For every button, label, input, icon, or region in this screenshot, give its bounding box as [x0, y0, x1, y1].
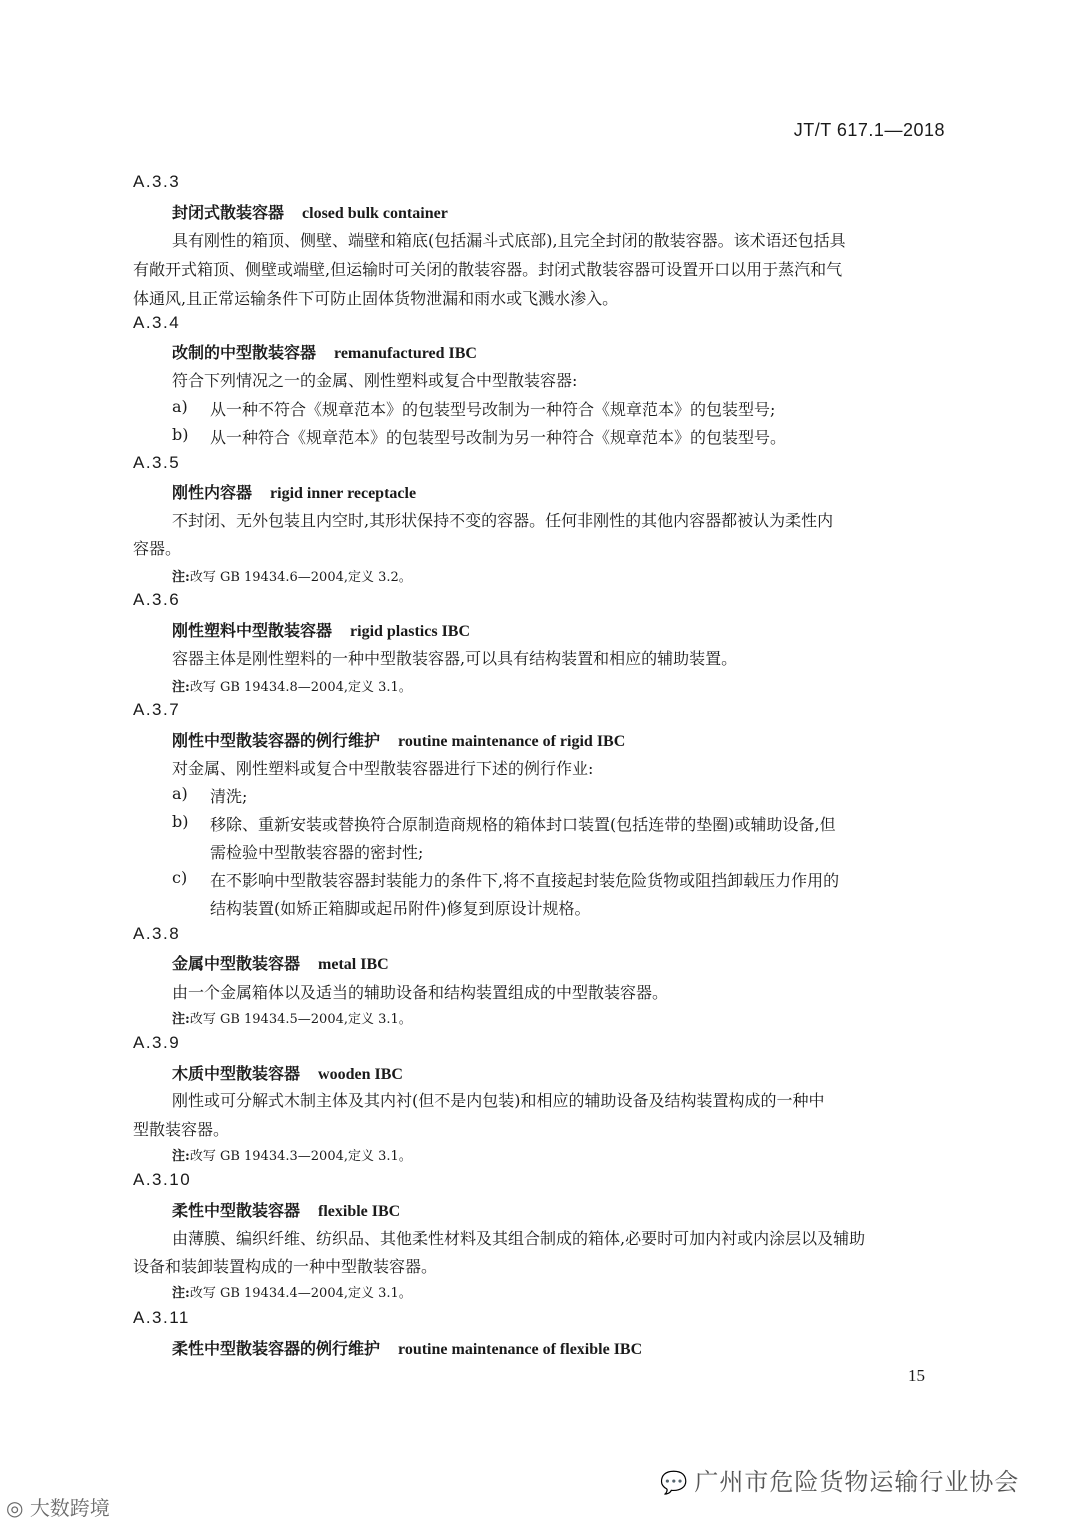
- section-number: A.3.9: [133, 1033, 181, 1052]
- term-zh: 柔性中型散装容器: [172, 1201, 301, 1220]
- term-en: rigid plastics IBC: [350, 623, 471, 640]
- note-text: 改写 GB 19434.5—2004,定义 3.1。: [189, 1012, 412, 1027]
- definition-line: 容器。: [133, 539, 182, 558]
- section-number: A.3.6: [133, 590, 181, 609]
- term-en: routine maintenance of flexible IBC: [398, 1341, 643, 1358]
- term-zh: 改制的中型散装容器: [172, 343, 317, 362]
- list-item: 在不影响中型散装容器封装能力的条件下,将不直接起封装危险货物或阻挡卸载压力作用的: [210, 871, 840, 890]
- term-title: [172, 728, 625, 751]
- document-code: JT/T 617.1—2018: [793, 120, 945, 140]
- definition-line: 设备和装卸装置构成的一种中型散装容器。: [133, 1257, 438, 1276]
- wechat-icon: 💬: [660, 1471, 689, 1496]
- note-text: 改写 GB 19434.3—2004,定义 3.1。: [189, 1149, 412, 1164]
- list-marker: b): [172, 425, 189, 444]
- note-label: 注:: [172, 680, 190, 695]
- definition-lead: 符合下列情况之一的金属、刚性塑料或复合中型散装容器:: [172, 371, 578, 390]
- term-en: flexible IBC: [318, 1203, 401, 1220]
- definition-lead: 对金属、刚性塑料或复合中型散装容器进行下述的例行作业:: [172, 759, 594, 778]
- list-item: 清洗;: [210, 787, 248, 806]
- definition-line: 有敞开式箱顶、侧壁或端壁,但运输时可关闭的散装容器。封闭式散装容器可设置开口以用于蒸汽和气: [133, 260, 843, 279]
- section-number: A.3.11: [133, 1308, 190, 1327]
- page-number: 15: [908, 1366, 925, 1385]
- term-en: rigid inner receptacle: [270, 485, 417, 502]
- definition-line: 刚性或可分解式木制主体及其内衬(但不是内包装)和相应的辅助设备及结构装置构成的一种中: [172, 1091, 825, 1110]
- section-number: A.3.3: [133, 172, 181, 191]
- note-text: 改写 GB 19434.8—2004,定义 3.1。: [189, 680, 412, 695]
- note-text: 改写 GB 19434.6—2004,定义 3.2。: [189, 570, 412, 585]
- term-title: [172, 480, 416, 503]
- watermark-text: 广州市危险货物运输行业协会: [694, 1468, 1020, 1496]
- definition-line: 型散装容器。: [133, 1120, 230, 1139]
- list-item: 移除、重新安装或替换符合原制造商规格的箱体封口装置(包括连带的垫圈)或辅助设备,但: [210, 815, 836, 834]
- watermark-brand: [6, 1492, 110, 1521]
- term-title: [172, 1198, 400, 1221]
- note: [172, 566, 412, 585]
- note-label: 注:: [172, 1286, 190, 1301]
- term-title: [172, 1336, 642, 1359]
- note-label: 注:: [172, 1149, 190, 1164]
- term-en: closed bulk container: [302, 205, 448, 222]
- section-number: A.3.4: [133, 313, 181, 332]
- definition-line: 具有刚性的箱顶、侧壁、端壁和箱底(包括漏斗式底部),且完全封闭的散装容器。该术语还包括具: [172, 231, 846, 250]
- watermark-association: [660, 1462, 1019, 1497]
- list-marker: c): [172, 868, 188, 887]
- watermark-text: 大数跨境: [29, 1496, 110, 1520]
- section-number: A.3.10: [133, 1170, 192, 1189]
- note: [172, 1008, 412, 1027]
- term-zh: 刚性内容器: [172, 483, 253, 502]
- section-number: A.3.8: [133, 924, 181, 943]
- term-title: [172, 200, 448, 223]
- definition-line: 体通风,且正常运输条件下可防止固体货物泄漏和雨水或飞溅水渗入。: [133, 289, 619, 308]
- term-zh: 木质中型散装容器: [172, 1064, 301, 1083]
- list-item-continued: 需检验中型散装容器的密封性;: [210, 843, 424, 862]
- term-title: [172, 618, 470, 641]
- term-title: [172, 1061, 403, 1084]
- note-text: 改写 GB 19434.4—2004,定义 3.1。: [189, 1286, 412, 1301]
- term-title: [172, 340, 477, 363]
- note: [172, 676, 412, 695]
- term-zh: 柔性中型散装容器的例行维护: [172, 1339, 381, 1358]
- note-label: 注:: [172, 570, 190, 585]
- weibo-icon: ◎: [6, 1496, 24, 1520]
- term-zh: 金属中型散装容器: [172, 954, 301, 973]
- term-en: metal IBC: [318, 956, 389, 973]
- list-item: 从一种符合《规章范本》的包装型号改制为另一种符合《规章范本》的包装型号。: [210, 428, 787, 447]
- note: [172, 1145, 412, 1164]
- definition-line: 容器主体是刚性塑料的一种中型散装容器,可以具有结构装置和相应的辅助装置。: [172, 649, 738, 668]
- term-title: [172, 951, 389, 974]
- section-number: A.3.7: [133, 700, 181, 719]
- section-number: A.3.5: [133, 453, 181, 472]
- note-label: 注:: [172, 1012, 190, 1027]
- term-zh: 刚性塑料中型散装容器: [172, 621, 333, 640]
- list-item: 从一种不符合《规章范本》的包装型号改制为一种符合《规章范本》的包装型号;: [210, 400, 776, 419]
- definition-line: 由薄膜、编织纤维、纺织品、其他柔性材料及其组合制成的箱体,必要时可加内衬或内涂层以及辅助: [172, 1229, 866, 1248]
- list-item-continued: 结构装置(如矫正箱脚或起吊附件)修复到原设计规格。: [210, 899, 591, 918]
- definition-line: 由一个金属箱体以及适当的辅助设备和结构装置组成的中型散装容器。: [172, 983, 669, 1002]
- list-marker: a): [172, 784, 188, 803]
- term-zh: 刚性中型散装容器的例行维护: [172, 731, 381, 750]
- term-zh: 封闭式散装容器: [172, 203, 285, 222]
- list-marker: a): [172, 397, 188, 416]
- term-en: remanufactured IBC: [334, 345, 477, 362]
- list-marker: b): [172, 812, 189, 831]
- definition-line: 不封闭、无外包装且内空时,其形状保持不变的容器。任何非刚性的其他内容器都被认为柔性内: [172, 511, 834, 530]
- term-en: routine maintenance of rigid IBC: [398, 733, 626, 750]
- note: [172, 1282, 412, 1301]
- term-en: wooden IBC: [318, 1066, 403, 1083]
